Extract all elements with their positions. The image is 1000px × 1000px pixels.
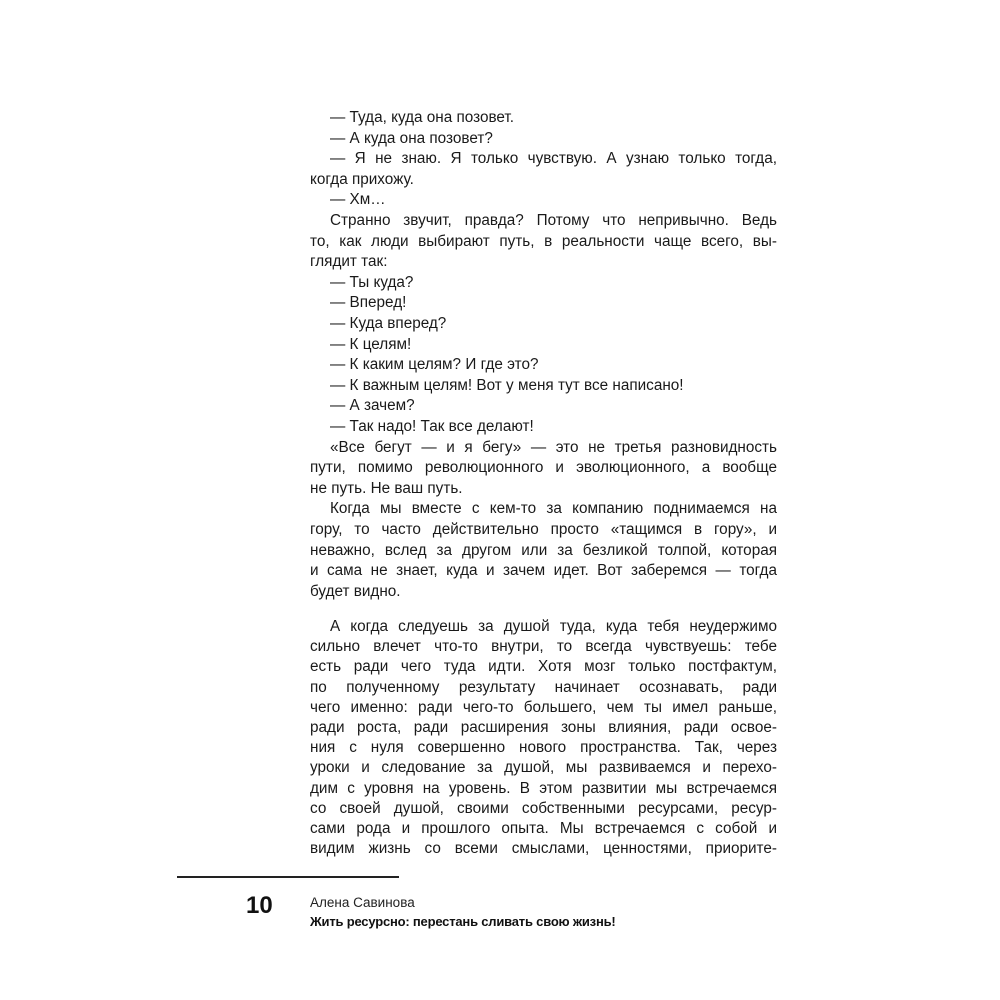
text-line: уроки и следование за душой, мы развиваемся и перехо- — [310, 759, 777, 777]
text-line: А когда следуешь за душой туда, куда тебя неудержимо — [330, 618, 777, 635]
text-line: — А зачем? — [330, 397, 415, 415]
text-line: чего именно: ради чего-то большего, чем ты имел раньше, — [310, 698, 777, 716]
text-line: то, как люди выбирают путь, в реальности чаще всего, вы- — [310, 232, 777, 250]
text-line: — Туда, куда она позовет. — [330, 109, 514, 126]
text-line: сами рода и прошлого опыта. Мы встречаемся с собой и — [310, 820, 777, 837]
text-line: есть ради чего туда идти. Хотя мозг только постфактум, — [310, 658, 777, 676]
text-line: — К каким целям? И где это? — [330, 356, 539, 374]
running-footer-book-title: Жить ресурсно: перестань сливать свою жизнь! — [310, 914, 616, 929]
text-line: и сама не знает, куда и зачем идет. Вот заберемся — тогда — [310, 562, 777, 580]
text-line: не путь. Не ваш путь. — [310, 479, 463, 497]
text-line: неважно, вслед за другом или за безликой толпой, которая — [310, 541, 777, 559]
text-line: «Все бегут — и я бегу» — это не третья разновидность — [330, 438, 777, 456]
text-line: видим жизнь со всеми смыслами, ценностями, приорите- — [310, 840, 777, 858]
text-line: — Хм… — [330, 191, 386, 209]
text-line: когда прихожу. — [310, 170, 414, 188]
text-line: Когда мы вместе с кем-то за компанию поднимаемся на — [330, 500, 777, 518]
text-line: — К важным целям! Вот у меня тут все написано! — [330, 376, 684, 394]
footer-divider — [177, 876, 399, 878]
text-line: глядит так: — [310, 253, 388, 271]
text-line: — К целям! — [330, 335, 412, 353]
text-line: со своей душой, своими собственными ресурсами, ресур- — [310, 799, 777, 817]
page-number: 10 — [246, 892, 273, 919]
text-line: дим с уровня на уровень. В этом развитии мы встречаемся — [310, 779, 777, 797]
text-line: — Ты куда? — [330, 273, 414, 291]
text-line: пути, помимо революционного и эволюционного, а вообще — [310, 459, 777, 477]
text-line: — Так надо! Так все делают! — [330, 418, 534, 435]
text-line: сильно влечет что-то внутри, то всегда чувствуешь: тебе — [310, 638, 777, 656]
text-line: будет видно. — [310, 582, 401, 600]
text-line: гору, то часто действительно просто «тащимся в гору», и — [310, 521, 777, 538]
text-line: — Куда вперед? — [330, 315, 447, 332]
running-footer-author: Алена Савинова — [310, 895, 415, 910]
text-line: Странно звучит, правда? Потому что непривычно. Ведь — [330, 212, 777, 229]
text-line: ради роста, ради расширения зоны влияния, ради освое- — [310, 719, 777, 736]
text-line: по полученному результату начинает осознавать, ради — [310, 678, 777, 696]
text-line: — Вперед! — [330, 294, 407, 312]
text-line: ния с нуля совершенно нового пространства. Так, через — [310, 739, 777, 757]
text-line: — Я не знаю. Я только чувствую. А узнаю только тогда, — [330, 150, 777, 168]
text-line: — А куда она позовет? — [330, 129, 493, 147]
